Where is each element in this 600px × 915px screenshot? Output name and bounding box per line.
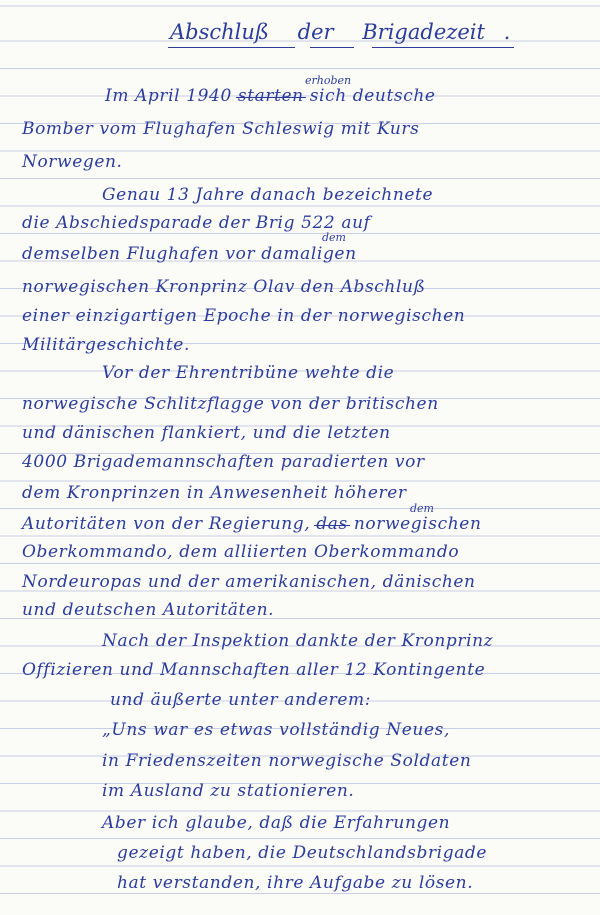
quote-line-5: gezeigt haben, die Deutschlandsbrigade: [117, 843, 488, 863]
text-line-2: Bomber vom Flughafen Schleswig mit Kurs: [22, 119, 420, 139]
title-word-1: Abschluß: [170, 20, 269, 44]
text-line-4: Genau 13 Jahre danach bezeichnete: [102, 185, 434, 205]
text-line-8: einer einzigartigen Epoche in der norwegischen: [22, 306, 466, 326]
text-line-10: Vor der Ehrentribüne wehte die: [102, 363, 395, 383]
title-underline-3: [372, 47, 514, 48]
quote-line-2: in Friedenszeiten norwegische Soldaten: [102, 751, 472, 771]
title-underline-2: [310, 47, 354, 48]
insertion-dem-2: dem: [410, 502, 434, 515]
quote-line-4: Aber ich glaube, daß die Erfahrungen: [102, 813, 451, 833]
text-line-3: Norwegen.: [22, 152, 123, 172]
text-line-13: 4000 Brigademannschaften paradierten vor: [22, 452, 425, 472]
page-title: [170, 20, 510, 44]
text-line-17: Nordeuropas und der amerikanischen, dänischen: [22, 572, 476, 592]
title-underline-1: [168, 47, 295, 48]
insertion-dem-1: dem: [322, 231, 346, 244]
text-line-18: und deutschen Autoritäten.: [22, 600, 275, 620]
text-line-15: Autoritäten von der Regierung, das norwegischen: [22, 514, 482, 534]
struck-word: starten: [237, 86, 304, 106]
text-line-14: dem Kronprinzen in Anwesenheit höherer: [22, 483, 407, 503]
text-line-21: und äußerte unter anderem:: [110, 690, 372, 710]
text-line-11: norwegische Schlitzflagge von der britischen: [22, 394, 439, 414]
text-line-19: Nach der Inspektion dankte der Kronprinz: [102, 631, 494, 651]
text-line-12: und dänischen flankiert, und die letzten: [22, 423, 391, 443]
text-line-6: demselben Flughafen vor damaligen: [22, 244, 357, 264]
text-line-7: norwegischen Kronprinz Olav den Abschluß: [22, 277, 426, 297]
quote-line-1: „Uns war es etwas vollständig Neues,: [102, 720, 450, 740]
text-line-1: Im April 1940 starten sich deutsche: [105, 86, 436, 106]
insertion-erhoben: erhoben: [305, 74, 352, 87]
text-line-16: Oberkommando, dem alliierten Oberkommando: [22, 542, 460, 562]
title-word-2: der: [297, 20, 334, 44]
struck-word: das: [316, 514, 348, 534]
title-word-3: Brigadezeit: [362, 20, 485, 44]
text-line-9: Militärgeschichte.: [22, 335, 190, 355]
text-line-5: die Abschiedsparade der Brig 522 auf: [22, 213, 371, 233]
title-dot: .: [503, 20, 511, 44]
text-line-20: Offizieren und Mannschaften aller 12 Kontingente: [22, 660, 486, 680]
quote-line-6: hat verstanden, ihre Aufgabe zu lösen.: [117, 873, 474, 893]
quote-line-3: im Ausland zu stationieren.: [102, 781, 355, 801]
